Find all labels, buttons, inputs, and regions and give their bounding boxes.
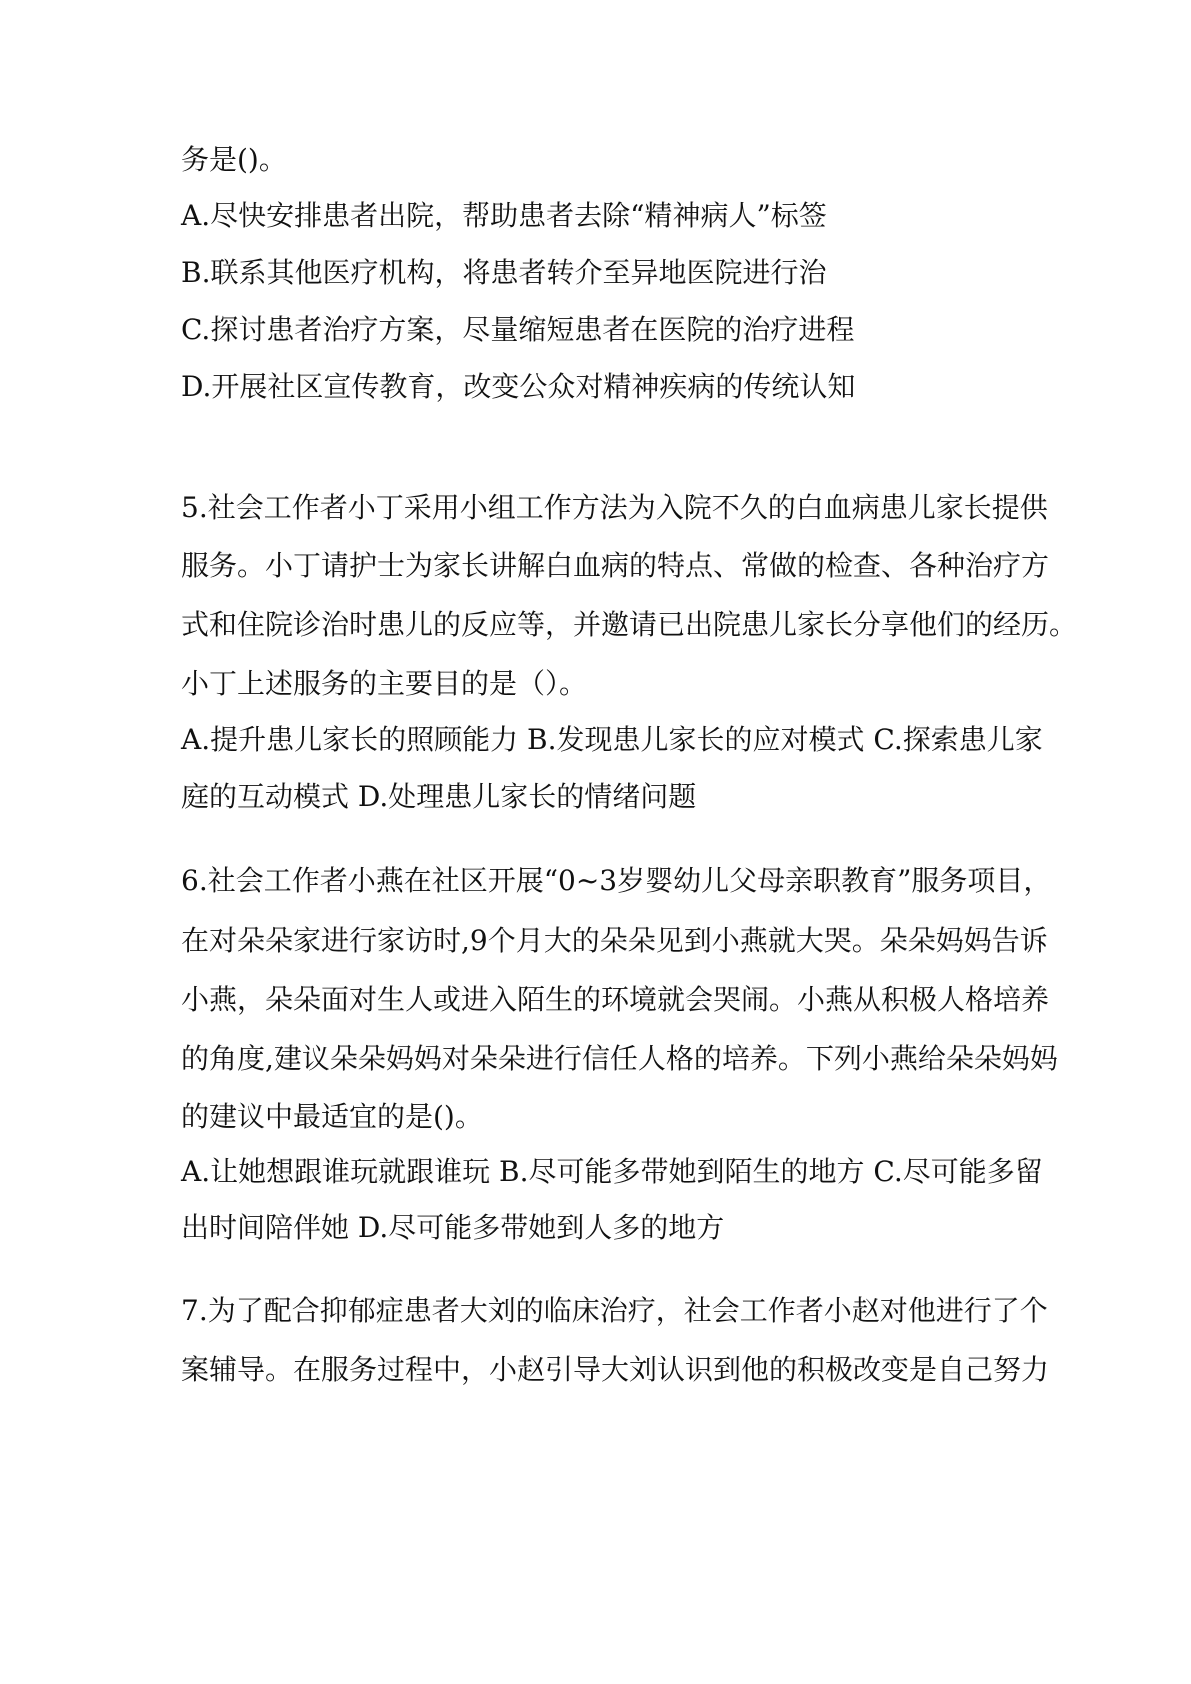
q5-stem-line-4: 小丁上述服务的主要目的是（）。 — [181, 667, 588, 700]
q5-stem-line-3: 式和住院诊治时患儿的反应等，并邀请已出院患儿家长分享他们的经历。 — [181, 608, 1078, 641]
q6-stem-line-5: 的建议中最适宜的是()。 — [181, 1100, 483, 1133]
q5-stem-line-1: 5.社会工作者小丁采用小组工作方法为入院不久的白血病患儿家长提供 — [181, 491, 1048, 524]
q6-stem-line-2: 在对朵朵家进行家访时,9个月大的朵朵见到小燕就大哭。朵朵妈妈告诉 — [181, 924, 1048, 957]
q6-options-line-1: A.让她想跟谁玩就跟谁玩 B.尽可能多带她到陌生的地方 C.尽可能多留 — [181, 1155, 1043, 1188]
q7-stem-line-1: 7.为了配合抑郁症患者大刘的临床治疗，社会工作者小赵对他进行了个 — [181, 1294, 1048, 1327]
q5-options-line-1: A.提升患儿家长的照顾能力 B.发现患儿家长的应对模式 C.探索患儿家 — [181, 723, 1043, 756]
q6-stem-line-3: 小燕，朵朵面对生人或进入陌生的环境就会哭闹。小燕从积极人格培养 — [181, 983, 1050, 1016]
q4-option-d: D.开展社区宣传教育，改变公众对精神疾病的传统认知 — [181, 370, 856, 403]
q5-options-line-2: 庭的互动模式 D.处理患儿家长的情绪问题 — [181, 780, 697, 813]
q5-stem-line-2: 服务。小丁请护士为家长讲解白血病的特点、常做的检查、各种治疗方 — [181, 549, 1050, 582]
q6-stem-line-4: 的角度,建议朵朵妈妈对朵朵进行信任人格的培养。下列小燕给朵朵妈妈 — [181, 1042, 1058, 1075]
q4-stem-tail: 务是()。 — [181, 143, 287, 176]
q6-stem-line-1: 6.社会工作者小燕在社区开展“0~3岁婴幼儿父母亲职教育”服务项目， — [181, 864, 1052, 897]
q4-option-a: A.尽快安排患者出院，帮助患者去除“精神病人”标签 — [181, 199, 827, 232]
q7-stem-line-2: 案辅导。在服务过程中，小赵引导大刘认识到他的积极改变是自己努力 — [181, 1353, 1050, 1386]
q6-options-line-2: 出时间陪伴她 D.尽可能多带她到人多的地方 — [181, 1211, 725, 1244]
q4-option-b: B.联系其他医疗机构，将患者转介至异地医院进行治 — [181, 256, 827, 289]
q4-option-c: C.探讨患者治疗方案，尽量缩短患者在医院的治疗进程 — [181, 313, 855, 346]
